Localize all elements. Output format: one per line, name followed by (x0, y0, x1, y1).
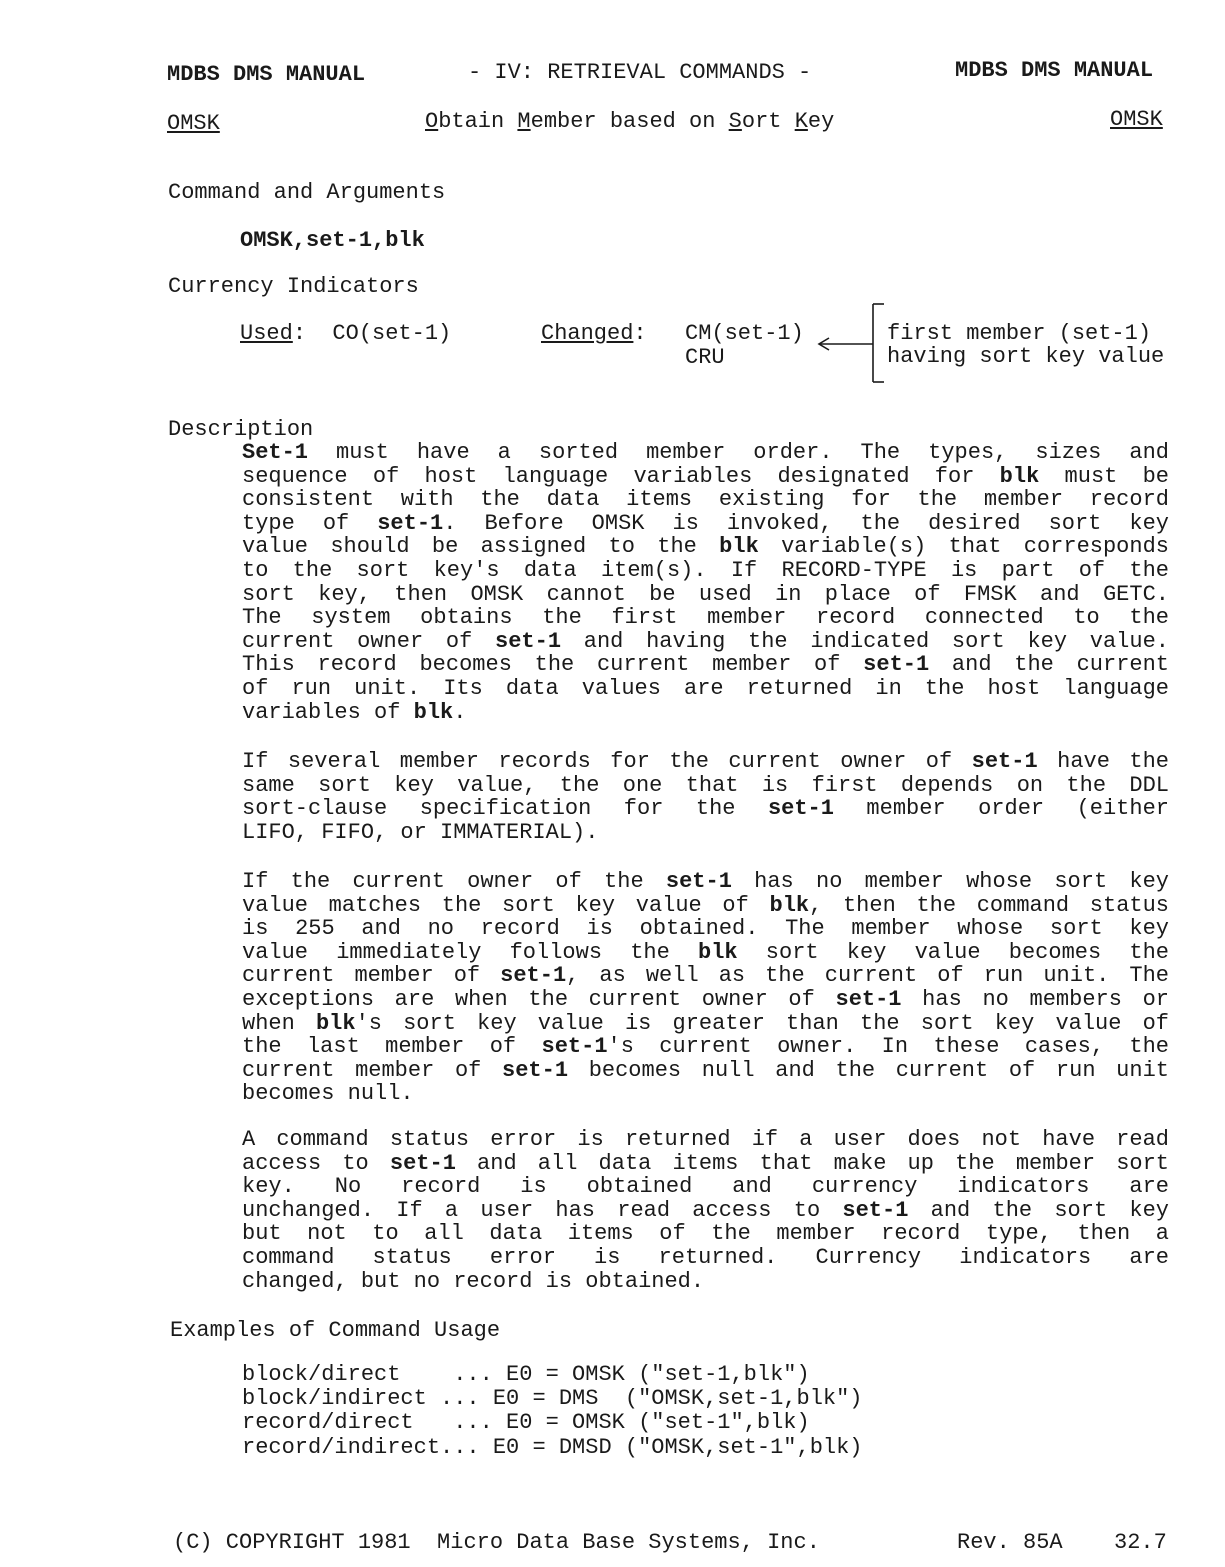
footer-copyright: (C) COPYRIGHT 1981 Micro Data Base Systems, Inc. (173, 1530, 820, 1555)
currency-changed: Changed: (541, 321, 647, 346)
text-line: The system obtains the first member record connected to the (242, 605, 1169, 631)
example-line: record/indirect... E0 = DMSD ("OMSK,set-1",blk) (242, 1435, 863, 1460)
text-line: access to set-1 and all data items that make up the member sort (242, 1150, 1169, 1176)
currency-bracket-arrow (805, 300, 885, 390)
description-paragraph-1 (242, 441, 1169, 724)
example-line: block/indirect ... E0 = DMS ("OMSK,set-1,blk") (242, 1386, 863, 1411)
text-line: current member of set-1, as well as the current of run unit. The (242, 963, 1169, 989)
command-code-left: OMSK (167, 111, 220, 136)
text-line: is 255 and no record is obtained. The member whose sort key (242, 916, 1169, 942)
footer-revision: Rev. 85A (957, 1530, 1063, 1555)
text-line: sort key, then OMSK cannot be used in place of FMSK and GETC. (242, 581, 1169, 607)
section-heading-examples: Examples of Command Usage (170, 1318, 501, 1343)
text-line: becomes null. (242, 1081, 414, 1107)
text-line: consistent with the data items existing for the member record (242, 487, 1169, 513)
example-line: block/direct ... E0 = OMSK ("set-1,blk") (242, 1362, 810, 1387)
title-text: btain (438, 109, 518, 134)
title-text: ort (741, 109, 795, 134)
command-title (425, 109, 834, 134)
header-left: MDBS DMS MANUAL (167, 62, 366, 87)
text-line: current owner of set-1 and having the indicated sort key value. (242, 628, 1169, 654)
text-line: current member of set-1 becomes null and the current of run unit (242, 1057, 1169, 1083)
header-center: - IV: RETRIEVAL COMMANDS - (468, 60, 812, 85)
currency-used: Used: CO(set-1) (240, 321, 452, 346)
text-line: A command status error is returned if a user does not have read (242, 1127, 1169, 1152)
text-line: Set-1 must have a sorted member order. The types, sizes and (242, 440, 1169, 465)
text-line: value should be assigned to the blk variable(s) that corresponds (242, 534, 1169, 560)
text-line: exceptions are when the current owner of set-1 has no members or (242, 986, 1169, 1012)
changed-value-cm: CM(set-1) (685, 321, 804, 346)
text-line: sort-clause specification for the set-1 member order (either (242, 796, 1169, 822)
title-initial: M (517, 109, 531, 134)
example-line: record/direct ... E0 = OMSK ("set-1",blk) (242, 1410, 810, 1435)
header-right: MDBS DMS MANUAL (955, 58, 1154, 83)
command-code-right: OMSK (1110, 107, 1163, 132)
text-line: same sort key value, the one that is first depends on the DDL (242, 772, 1169, 798)
currency-note-line-1: first member (set-1) (887, 321, 1152, 346)
text-line: of run unit. Its data values are returned in the host language (242, 675, 1169, 701)
changed-label: Changed (541, 321, 634, 346)
used-value: CO(set-1) (332, 321, 452, 346)
title-initial: O (425, 109, 439, 134)
section-heading-command: Command and Arguments (168, 180, 446, 205)
text-line: This record becomes the current member of set-1 and the current (242, 652, 1169, 678)
text-line: key. No record is obtained and currency indicators are (242, 1174, 1169, 1200)
text-line: type of set-1. Before OMSK is invoked, the desired sort key (242, 510, 1169, 536)
command-syntax: OMSK,set-1,blk (240, 228, 425, 253)
currency-note-line-2: having sort key value (887, 344, 1165, 369)
description-paragraph-4 (242, 1128, 1169, 1293)
text-line: If the current owner of the set-1 has no member whose sort key (242, 869, 1169, 894)
title-text: ey (807, 109, 835, 134)
changed-value-cru: CRU (685, 345, 725, 370)
footer-page-number: 32.7 (1114, 1530, 1167, 1555)
text-line: when blk's sort key value is greater than the sort key value of (242, 1010, 1169, 1036)
description-paragraph-3 (242, 870, 1169, 1106)
text-line: but not to all data items of the member record type, then a (242, 1221, 1169, 1247)
text-line: to the sort key's data item(s). If RECORD-TYPE is part of the (242, 557, 1169, 583)
used-label: Used (240, 321, 293, 346)
description-paragraph-2 (242, 750, 1169, 844)
title-initial: S (728, 109, 742, 134)
text-line: unchanged. If a user has read access to set-1 and the sort key (242, 1197, 1169, 1223)
title-initial: K (794, 109, 808, 134)
text-line: command status error is returned. Currency indicators are (242, 1244, 1169, 1270)
text-line: LIFO, FIFO, or IMMATERIAL). (242, 819, 599, 845)
text-line: value matches the sort key value of blk, then the command status (242, 892, 1169, 918)
section-heading-description: Description (168, 417, 314, 442)
text-line: value immediately follows the blk sort key value becomes the (242, 939, 1169, 965)
text-line: If several member records for the current owner of set-1 have the (242, 749, 1169, 774)
text-line: variables of blk. (242, 699, 467, 725)
text-line: sequence of host language variables designated for blk must be (242, 463, 1169, 489)
text-line: changed, but no record is obtained. (242, 1268, 705, 1294)
title-text: ember based on (530, 109, 729, 134)
text-line: the last member of set-1's current owner. In these cases, the (242, 1034, 1170, 1060)
section-heading-currency: Currency Indicators (168, 274, 419, 299)
